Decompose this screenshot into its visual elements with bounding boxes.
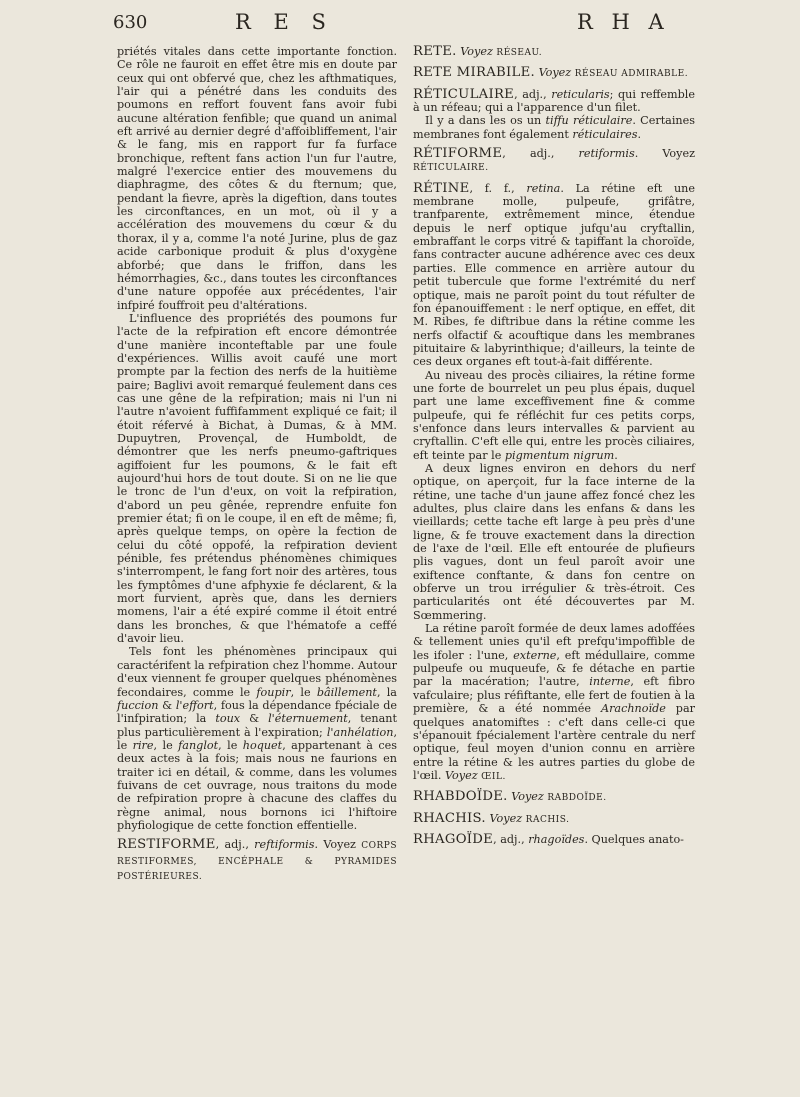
right-column — [413, 45, 695, 846]
entry-rhagoide: RHAGOÏDE, adj., rhagoïdes. Quelques anato- — [413, 831, 684, 847]
cross-reference: RÉSEAU. — [496, 48, 543, 58]
headword: RHACHIS. — [413, 810, 486, 826]
cross-reference: RACHIS. — [525, 814, 570, 825]
headword: RÉTIFORME — [413, 146, 503, 162]
entry-reticulaire: RÉTICULAIRE, adj., reticularis; qui reffemble à un réfeau; qui a l'apparence d'un filet. — [413, 86, 695, 115]
headword: RÉTICULAIRE — [413, 86, 515, 102]
entry-restiforme: RESTIFORME, adj., reftiformis. Voyez CORPS RESTIFORMES, ENCÉPHALE & PYRAMIDES POSTÉRIEURES. — [117, 837, 397, 882]
paragraph-reticulaire-2: Il y a dans les os un tiffu réticulaire. Certaines membranes font également réticulaires. — [413, 114, 695, 141]
paragraph-retine-2: Au niveau des procès ciliaires, la rétine forme une forte de bourrelet un peu plus épais, duquel part une lame exceffivement fine & comme pulpeufe, qui fe réfléchit fur ces petits corps, s'enfonce dans leurs intervalles & parvient au cryftallin. C'eft elle qui, entre les procès ciliaires, eft teinte par le pigmentum nigrum. — [413, 368, 695, 462]
headword: RESTIFORME — [117, 837, 216, 853]
headword: RHAGOÏDE — [413, 831, 494, 847]
entry-retine: RÉTINE, f. f., retina. La rétine eft une membrane molle, pulpeufe, grifâtre, tranfparente, extrêmement mince, étendue depuis le nerf optique jufqu'au cryftallin, embraffant le corps vitré & tapiffant la choroïde, fans contracter aucune adhérence avec ces deux parties. Elle commence en arrière autour du petit tubercule que forme l'extrémité du nerf optique, mais ne paroît point du tout réfulter de fon épanouiffement : le nerf optique, en effet, dit M. Ribes, fe diftribue dans la rétine comme les nerfs olfactif & acouftique dans les membranes pituitaire & labyrinthique; d'ailleurs, la teinte de ces deux organes eft tout-à-fait différente. — [413, 180, 695, 369]
page-header — [0, 6, 800, 36]
running-head-right: R H A — [577, 10, 670, 34]
page-number: 630 — [113, 12, 148, 33]
cross-reference: RÉTICULAIRE. — [413, 163, 489, 174]
entry-rete-mirabile: RETE MIRABILE. Voyez RÉSEAU ADMIRABLE. — [413, 65, 689, 81]
paragraph-respiration-3: Tels font les phénomènes principaux qui caractérifent la refpiration chez l'homme. Autour d'eux viennent fe grouper quelques phénomènes fecondaires, comme le foupir, le bâillement, la fuccion & l'effort, fous la dépendance fpéciale de l'infpiration; la toux & l'éternuement, tenant plus particulièrement à l'expiration; l'anhélation, le rire, le fanglot, le hoquet, appartenant à ces deux actes à la fois; mais nous ne faurions en traiter ici en détail, & comme, dans les volumes fuivans de cet ouvrage, nous traitons du mode de refpiration propre à chacune des claffes du règne animal, nous bornons ici l'hiftoire phyfiologique de cette fonction effentielle. — [117, 645, 398, 832]
paragraph-respiration-2: L'influence des propriétés des poumons fur l'acte de la refpiration eft encore démontrée d'une manière inconteftable par une foule d'expériences. Willis avoit caufé une mort prompte par la fection des nerfs de la huitième paire; Baglivi avoit remarqué feulement dans ces cas une gêne de la refpiration; mais ni l'un ni l'autre n'avoient fuffifamment expliqué ce fait; il étoit réfervé à Bichat, à Dumas, & à MM. Dupuytren, Provençal, de Humboldt, de démontrer que les nerfs pneumo-gaftriques agiffoient fur les poumons, & le fait eft aujourd'hui hors de tout doute. Si on ne lie que le tronc de l'un d'eux, on voit la refpiration, d'abord un peu gênée, reprendre enfuite fon premier état; fi on le coupe, il en eft de même; fi, après quelque temps, on opère la fection de celui du côté oppofé, la refpiration devient pénible, fes prétendus phénomènes chimiques s'interrompent, le fang fort noir des artères, tous les fymptômes d'une afphyxie fe déclarent, & la mort furvient, après que, dans les derniers momens, l'air a été expiré comme il étoit entré dans les bronches, & que l'hématofe a ceffé d'avoir lieu. — [117, 311, 397, 646]
entry-rhabdoide: RHABDOÏDE. Voyez RABDOÏDE. — [413, 789, 607, 805]
headword: RÉTINE — [413, 180, 470, 196]
entry-rete: RETE. Voyez RÉSEAU. — [413, 44, 543, 59]
headword: RHABDOÏDE. — [413, 789, 508, 805]
paragraph-respiration-1: priétés vitales dans cette importante fonction. Ce rôle ne fauroit en effet être mis en doute par ceux qui ont obfervé que, chez les afthmatiques, l'air qui a pénétré dans les conduits des poumons en reffort fouvent fans avoir fubi aucune altération fenfible; que quand un animal eft arrivé au dernier degré d'affoibliffement, l'air & le fang, mis en rapport fur fa furface bronchique, reftent fans action l'un fur l'autre, malgré l'exercice entier des mouvemens du diaphragme, des côtes & du fternum; que, pendant la fievre, après la digeftion, dans toutes les circonftances, en un mot, où il y a accélération des mouvemens du cœur & du thorax, il y a, comme l'a noté Jurine, plus de gaz acide carbonique produit & plus d'oxygène abforbé; que dans le friffon, dans les hémorrhagies, &c., dans toutes les circonftances d'une nature oppofée aux précédentes, l'air infpiré fouffroit peu d'altérations. — [117, 45, 397, 312]
running-head-left: R E S — [235, 10, 334, 34]
paragraph-retine-3: A deux lignes environ en dehors du nerf optique, on aperçoit, fur la face interne de la rétine, une tache d'un jaune affez foncé chez les adultes, plus claire dans les enfans & dans les vieillards; cette tache eft large à peu près d'une ligne, & fe trouve exactement dans la direction de l'axe de l'œil. Elle eft entourée de plufieurs plis vagues, dont un feul paroît avoir une exiftence conftante, & dans fon centre on obferve un trou irrégulier & très-étroit. Ces particularités ont été découvertes par M. Sœmmering. — [413, 461, 695, 622]
paragraph-retine-4: La rétine paroît formée de deux lames adoffées & tellement unies qu'il eft prefqu'impoffible de les ifoler : l'une, externe, eft médullaire, comme pulpeufe ou muqueufe, & fe détache en partie par la macération; l'autre, interne, eft fibro vafculaire; plus réfiftante, elle fert de foutien à la première, & a été nommée Arachnoïde par quelques anatomiftes : c'eft dans celle-ci que s'épanouit fpécialement l'artère centrale du nerf optique, feul moyen d'union connu en arrière entre la rétine & les autres parties du globe de l'œil. Voyez ŒIL. — [413, 622, 695, 782]
cross-reference: ŒIL. — [481, 771, 506, 782]
entry-retiforme: RÉTIFORME, adj., retiformis. Voyez RÉTICULAIRE. — [413, 146, 695, 174]
entry-rhachis: RHACHIS. Voyez RACHIS. — [413, 810, 570, 826]
cross-reference: RABDOÏDE. — [547, 793, 607, 804]
cross-reference: RÉSEAU ADMIRABLE. — [574, 69, 689, 80]
left-column — [117, 45, 397, 884]
headword: RETE MIRABILE. — [413, 65, 536, 81]
cross-reference: CORPS RESTIFORMES, ENCÉPHALE & PYRAMIDES POSTÉRIEURES. — [117, 841, 397, 882]
headword: RETE. — [413, 44, 457, 59]
